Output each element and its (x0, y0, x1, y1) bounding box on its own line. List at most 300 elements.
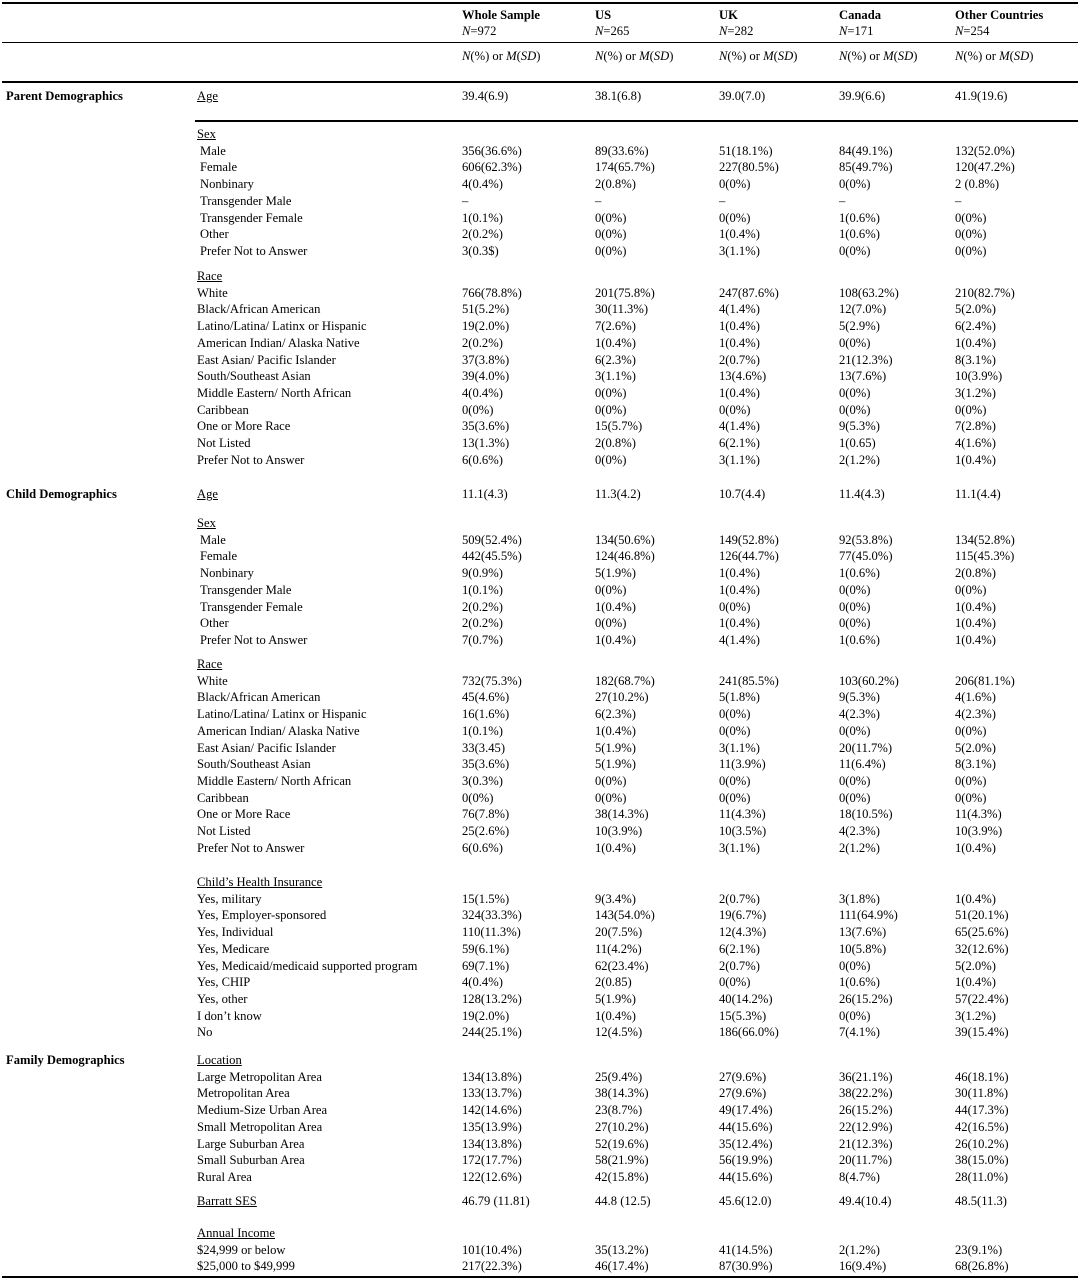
row-label: Other (200, 616, 229, 631)
table-cell: 20(7.5%) (595, 925, 643, 940)
table-cell: 21(12.3%) (839, 1136, 893, 1151)
n-value: =972 (470, 24, 497, 38)
table-cell: 186(66.0%) (719, 1025, 779, 1040)
row-label: Large Metropolitan Area (197, 1069, 322, 1084)
table-cell: 2(1.2%) (839, 840, 880, 855)
table-cell: 3(0.3$) (462, 243, 499, 258)
table-cell: 77(45.0%) (839, 549, 893, 564)
table-cell: 3(1.2%) (955, 1008, 996, 1023)
stat-label-part: N (595, 49, 604, 63)
table-cell: 8(3.1%) (955, 352, 996, 367)
column-header: Canada (839, 8, 881, 22)
table-cell: 0(0%) (719, 402, 751, 417)
section-title: Family Demographics (6, 1053, 125, 1067)
table-rule (2, 42, 1078, 43)
row-label: Medium-Size Urban Area (197, 1103, 328, 1118)
table-cell: 227(80.5%) (719, 160, 779, 175)
table-cell: 134(50.6%) (595, 532, 655, 547)
stat-label-part: ( (516, 49, 521, 63)
table-cell: – (462, 193, 469, 208)
table-cell: 48.5(11.3) (955, 1194, 1007, 1208)
table-cell: 9(5.3%) (839, 690, 880, 705)
table-cell: 92(53.8%) (839, 532, 893, 547)
table-cell: 0(0%) (595, 210, 627, 225)
table-cell: 110(11.3%) (462, 925, 521, 940)
table-cell: 1(0.4%) (595, 335, 636, 350)
table-cell: 51(5.2%) (462, 302, 510, 317)
table-cell: – (955, 193, 962, 208)
n-symbol: N (462, 24, 471, 38)
table-rule (2, 81, 1078, 83)
table-cell: 45(4.6%) (462, 690, 510, 705)
table-cell: 40(14.2%) (719, 991, 773, 1006)
table-cell: 0(0%) (462, 790, 494, 805)
table-cell: 12(7.0%) (839, 302, 887, 317)
table-cell: 1(0.1%) (462, 210, 503, 225)
table-cell: 6(0.6%) (462, 840, 503, 855)
table-cell: 27(9.6%) (719, 1086, 767, 1101)
stat-label (719, 48, 797, 64)
row-label: One or More Race (197, 807, 291, 822)
table-cell: 4(2.3%) (955, 707, 996, 722)
table-cell: 3(0.3%) (462, 773, 503, 788)
row-label: Middle Eastern/ North African (197, 385, 352, 400)
table-cell: 18(10.5%) (839, 807, 893, 822)
table-cell: 46(17.4%) (595, 1259, 649, 1274)
table-cell: 30(11.8%) (955, 1086, 1009, 1101)
group-label: Child’s Health Insurance (197, 875, 323, 889)
table-cell: 45.6(12.0) (719, 1194, 772, 1208)
table-cell: 19(2.0%) (462, 319, 510, 334)
table-cell: 38(14.3%) (595, 1086, 649, 1101)
table-cell: 20(11.7%) (839, 740, 893, 755)
table-cell: 206(81.1%) (955, 673, 1015, 688)
table-cell: 1(0.4%) (595, 599, 636, 614)
row-label: Prefer Not to Answer (197, 840, 305, 855)
section-title: Child Demographics (6, 487, 117, 501)
table-cell: 6(2.1%) (719, 941, 760, 956)
table-cell: 2(0.8%) (955, 566, 996, 581)
table-cell: 23(9.1%) (955, 1242, 1003, 1257)
table-cell: 36(21.1%) (839, 1069, 893, 1084)
table-cell: 0(0%) (595, 402, 627, 417)
table-cell: 356(36.6%) (462, 143, 522, 158)
row-label: Latino/Latina/ Latinx or Hispanic (197, 707, 367, 722)
stat-label-part: SD (1013, 49, 1030, 63)
stat-label-part: ( (649, 49, 654, 63)
row-label: Large Suburban Area (197, 1136, 305, 1151)
table-cell: 16(1.6%) (462, 707, 510, 722)
table-cell: 11(6.4%) (839, 757, 886, 772)
table-cell: 25(2.6%) (462, 824, 510, 838)
group-label: Sex (197, 127, 216, 141)
table-cell: 1(0.4%) (719, 335, 760, 350)
stat-label-part: M (883, 49, 894, 63)
table-cell: 1(0.4%) (719, 582, 760, 597)
table-cell: 0(0%) (955, 210, 987, 225)
n-symbol: N (595, 24, 604, 38)
table-cell: 26(15.2%) (839, 991, 893, 1006)
table-cell: 0(0%) (839, 243, 871, 258)
table-cell: 0(0%) (719, 210, 751, 225)
table-cell: 9(5.3%) (839, 419, 880, 434)
table-cell: 28(11.0%) (955, 1169, 1009, 1184)
table-cell: 120(47.2%) (955, 160, 1015, 175)
row-label: Male (200, 143, 226, 158)
table-cell: 126(44.7%) (719, 549, 779, 564)
row-label: South/Southeast Asian (197, 369, 311, 384)
table-cell: 1(0.4%) (955, 975, 996, 990)
table-cell: 11(3.9%) (719, 757, 766, 772)
table-cell: 65(25.6%) (955, 925, 1009, 940)
table-cell: 1(0.6%) (839, 975, 880, 990)
table-cell: 5(1.9%) (595, 757, 636, 772)
table-cell: 174(65.7%) (595, 160, 655, 175)
stat-label-part: SD (520, 49, 537, 63)
n-symbol: N (839, 24, 848, 38)
table-cell: 0(0%) (839, 616, 871, 631)
stat-label-part: ( (893, 49, 898, 63)
table-cell: 442(45.5%) (462, 549, 522, 564)
row-label: Yes, CHIP (197, 975, 251, 990)
column-header: UK (719, 8, 738, 22)
section-title: Parent Demographics (6, 89, 123, 103)
table-cell: 1(0.4%) (719, 385, 760, 400)
table-cell: 1(0.6%) (839, 632, 880, 647)
row-label: Black/African American (197, 690, 321, 705)
table-cell: 1(0.6%) (839, 227, 880, 242)
table-cell: 49.4(10.4) (839, 1194, 892, 1208)
stat-label (955, 48, 1033, 64)
table-cell: 13(4.6%) (719, 369, 767, 384)
row-label: Small Metropolitan Area (197, 1119, 323, 1134)
table-cell: 1(0.4%) (955, 335, 996, 350)
stat-label-part: ( (773, 49, 778, 63)
table-cell: 0(0%) (595, 582, 627, 597)
table-cell: 172(17.7%) (462, 1153, 522, 1168)
table-cell: 41.9(19.6) (955, 89, 1008, 103)
table-cell: 0(0%) (719, 177, 751, 192)
row-label: Transgender Female (200, 599, 303, 614)
table-cell: 0(0%) (839, 402, 871, 417)
table-cell: 4(0.4%) (462, 975, 503, 990)
table-cell: 39.4(6.9) (462, 89, 509, 103)
table-cell: 0(0%) (955, 582, 987, 597)
stat-label-part: N (955, 49, 964, 63)
table-cell: 142(14.6%) (462, 1103, 522, 1118)
table-cell: 4(2.3%) (839, 824, 880, 838)
row-label: Yes, Medicaid/medicaid supported program (197, 958, 418, 973)
row-label: South/Southeast Asian (197, 757, 311, 772)
table-cell: 1(0.4%) (595, 840, 636, 855)
table-cell: 1(0.4%) (955, 452, 996, 467)
table-cell: – (719, 193, 726, 208)
column-sample-size (839, 23, 873, 39)
table-cell: 509(52.4%) (462, 532, 522, 547)
table-cell: 103(60.2%) (839, 673, 899, 688)
table-cell: 57(22.4%) (955, 991, 1009, 1006)
table-cell: 27(10.2%) (595, 690, 649, 705)
table-cell: 56(19.9%) (719, 1153, 773, 1168)
table-cell: 0(0%) (839, 335, 871, 350)
table-cell: 1(0.4%) (955, 891, 996, 906)
table-cell: 5(1.9%) (595, 740, 636, 755)
table-cell: 1(0.4%) (955, 840, 996, 855)
row-label: East Asian/ Pacific Islander (197, 352, 336, 367)
row-label: Rural Area (197, 1169, 252, 1184)
table-cell: 44.8 (12.5) (595, 1194, 651, 1208)
table-cell: 2(0.8%) (595, 436, 636, 450)
table-cell: 2(0.2%) (462, 599, 503, 614)
row-label: Small Suburban Area (197, 1153, 305, 1168)
row-label: Latino/Latina/ Latinx or Hispanic (197, 319, 367, 334)
stat-label-part: (%) or (470, 49, 507, 63)
row-label: Yes, military (197, 891, 262, 906)
table-cell: 11.4(4.3) (839, 487, 885, 501)
stat-label-part: (%) or (603, 49, 640, 63)
table-cell: 0(0%) (839, 599, 871, 614)
table-cell: 7(4.1%) (839, 1025, 880, 1040)
table-cell: 217(22.3%) (462, 1259, 522, 1274)
table-cell: 49(17.4%) (719, 1103, 773, 1118)
table-cell: 76(7.8%) (462, 807, 510, 822)
stat-label-part: ) (1029, 49, 1034, 63)
table-cell: 46(18.1%) (955, 1069, 1009, 1084)
table-cell: 6(2.3%) (595, 707, 636, 722)
row-label: Nonbinary (200, 177, 254, 192)
table-cell: 42(16.5%) (955, 1119, 1009, 1134)
table-cell: 13(7.6%) (839, 925, 887, 940)
table-cell: 6(2.4%) (955, 319, 996, 334)
table-cell: 0(0%) (719, 723, 751, 738)
row-label: Caribbean (197, 402, 249, 417)
table-cell: 108(63.2%) (839, 285, 899, 300)
table-cell: 20(11.7%) (839, 1153, 893, 1168)
table-cell: 0(0%) (719, 975, 751, 990)
table-cell: 39.9(6.6) (839, 89, 886, 103)
table-cell: 0(0%) (719, 790, 751, 805)
table-cell: 0(0%) (839, 582, 871, 597)
table-cell: 2(0.7%) (719, 958, 760, 973)
row-label: Not Listed (197, 824, 251, 838)
row-label: American Indian/ Alaska Native (197, 335, 360, 350)
table-cell: 23(8.7%) (595, 1103, 643, 1118)
stat-label-part: ) (536, 49, 541, 63)
column-sample-size (595, 23, 629, 39)
row-label: Yes, other (197, 991, 248, 1006)
table-cell: 241(85.5%) (719, 673, 779, 688)
table-cell: 10.7(4.4) (719, 487, 766, 501)
row-label: Transgender Female (200, 210, 303, 225)
table-cell: 2 (0.8%) (955, 177, 1000, 192)
row-label: Yes, Individual (197, 925, 274, 940)
table-cell: 11(4.2%) (595, 941, 642, 956)
table-cell: 247(87.6%) (719, 285, 779, 300)
table-cell: 37(3.8%) (462, 352, 510, 367)
table-cell: 38.1(6.8) (595, 89, 642, 103)
table-cell: 134(13.8%) (462, 1136, 522, 1151)
table-cell: 1(0.4%) (595, 1008, 636, 1023)
table-cell: 30(11.3%) (595, 302, 649, 317)
table-cell: 2(0.7%) (719, 352, 760, 367)
table-cell: 51(18.1%) (719, 143, 773, 158)
table-cell: 26(10.2%) (955, 1136, 1009, 1151)
table-cell: 4(1.6%) (955, 690, 996, 705)
table-cell: 85(49.7%) (839, 160, 893, 175)
row-label: Male (200, 532, 226, 547)
table-cell: 84(49.1%) (839, 143, 893, 158)
table-cell: 32(12.6%) (955, 941, 1009, 956)
table-cell: 8(3.1%) (955, 757, 996, 772)
table-cell: 0(0%) (955, 227, 987, 242)
table-cell: 0(0%) (839, 177, 871, 192)
stat-label-part: ) (793, 49, 798, 63)
table-cell: 35(13.2%) (595, 1242, 649, 1257)
table-cell: 7(0.7%) (462, 632, 503, 647)
stat-label-part: (%) or (963, 49, 1000, 63)
row-label: White (197, 673, 228, 688)
table-cell: 7(2.8%) (955, 419, 996, 434)
table-cell: 0(0%) (839, 723, 871, 738)
table-cell: 732(75.3%) (462, 673, 522, 688)
table-cell: 38(15.0%) (955, 1153, 1009, 1168)
column-sample-size (955, 23, 989, 39)
row-label: One or More Race (197, 419, 291, 434)
table-cell: 11.1(4.4) (955, 487, 1001, 501)
table-cell: 0(0%) (462, 402, 494, 417)
table-cell: 27(10.2%) (595, 1119, 649, 1134)
table-cell: 33(3.45) (462, 740, 506, 755)
table-cell: 39.0(7.0) (719, 89, 766, 103)
table-cell: 0(0%) (595, 385, 627, 400)
group-label: Annual Income (197, 1226, 275, 1240)
table-cell: 5(2.0%) (955, 740, 996, 755)
table-cell: 19(2.0%) (462, 1008, 510, 1023)
table-cell: 135(13.9%) (462, 1119, 522, 1134)
table-cell: 0(0%) (595, 616, 627, 631)
table-cell: 210(82.7%) (955, 285, 1015, 300)
table-cell: 1(0.1%) (462, 582, 503, 597)
row-label: Not Listed (197, 436, 251, 450)
table-cell: 26(15.2%) (839, 1103, 893, 1118)
stat-label-part: (%) or (727, 49, 764, 63)
table-cell: 38(14.3%) (595, 807, 649, 822)
group-label: Race (197, 657, 223, 671)
table-cell: 39(15.4%) (955, 1025, 1009, 1040)
table-cell: 3(1.1%) (719, 840, 760, 855)
table-cell: 5(2.0%) (955, 302, 996, 317)
group-label: Age (197, 89, 218, 103)
table-cell: 38(22.2%) (839, 1086, 893, 1101)
stat-label (839, 48, 917, 64)
table-cell: 606(62.3%) (462, 160, 522, 175)
table-cell: 7(2.6%) (595, 319, 636, 334)
table-cell: 4(0.4%) (462, 177, 503, 192)
table-cell: 2(1.2%) (839, 1242, 880, 1257)
table-cell: 22(12.9%) (839, 1119, 893, 1134)
table-cell: 27(9.6%) (719, 1069, 767, 1084)
table-cell: 59(6.1%) (462, 941, 510, 956)
table-cell: 19(6.7%) (719, 908, 767, 923)
column-header: Other Countries (955, 8, 1044, 22)
table-cell: 89(33.6%) (595, 143, 649, 158)
table-cell: 15(5.3%) (719, 1008, 767, 1023)
table-rule (2, 2, 1078, 4)
table-cell: 1(0.4%) (595, 632, 636, 647)
table-cell: 0(0%) (719, 707, 751, 722)
table-cell: 8(4.7%) (839, 1169, 880, 1184)
table-cell: 0(0%) (595, 773, 627, 788)
table-cell: 2(0.2%) (462, 335, 503, 350)
stat-label-part: N (719, 49, 728, 63)
table-cell: 0(0%) (955, 790, 987, 805)
table-rule (195, 120, 1078, 122)
table-cell: 2(0.2%) (462, 616, 503, 631)
table-cell: 3(1.1%) (719, 740, 760, 755)
table-cell: 2(0.7%) (719, 891, 760, 906)
table-cell: 3(1.8%) (839, 891, 880, 906)
table-cell: 12(4.3%) (719, 925, 767, 940)
stat-label-part: (%) or (847, 49, 884, 63)
table-cell: 1(0.4%) (719, 227, 760, 242)
table-cell: 101(10.4%) (462, 1242, 522, 1257)
table-cell: 2(1.2%) (839, 452, 880, 467)
table-cell: 5(2.9%) (839, 319, 880, 334)
n-value: =171 (847, 24, 874, 38)
table-cell: 766(78.8%) (462, 285, 522, 300)
stat-label-part: ) (913, 49, 918, 63)
table-cell: – (839, 193, 846, 208)
group-label: Race (197, 269, 223, 283)
table-cell: 134(13.8%) (462, 1069, 522, 1084)
stat-label-part: M (639, 49, 650, 63)
column-sample-size (462, 23, 496, 39)
table-cell: 51(20.1%) (955, 908, 1009, 923)
table-cell: 1(0.4%) (719, 616, 760, 631)
table-cell: 244(25.1%) (462, 1025, 522, 1040)
row-label: Prefer Not to Answer (200, 243, 308, 258)
row-label: White (197, 285, 228, 300)
table-cell: 0(0%) (839, 773, 871, 788)
table-cell: 201(75.8%) (595, 285, 655, 300)
table-cell: 46.79 (11.81) (462, 1194, 530, 1208)
table-cell: 115(45.3%) (955, 549, 1015, 564)
row-label: Middle Eastern/ North African (197, 773, 352, 788)
table-cell: 52(19.6%) (595, 1136, 649, 1151)
stat-label-part: ) (669, 49, 674, 63)
stat-label-part: M (506, 49, 517, 63)
row-label: $24,999 or below (197, 1242, 286, 1257)
table-cell: 4(1.4%) (719, 632, 760, 647)
row-label: Yes, Employer-sponsored (197, 908, 327, 923)
row-label: Transgender Male (200, 193, 292, 208)
group-label: Sex (197, 516, 216, 530)
row-label: Prefer Not to Answer (200, 632, 308, 647)
table-cell: 6(2.1%) (719, 436, 760, 450)
table-cell: 0(0%) (955, 723, 987, 738)
table-cell: 10(3.9%) (595, 824, 643, 838)
table-cell: 10(3.5%) (719, 824, 767, 838)
table-cell: 6(2.3%) (595, 352, 636, 367)
row-label: Transgender Male (200, 582, 292, 597)
table-cell: 122(12.6%) (462, 1169, 522, 1184)
table-cell: 0(0%) (719, 773, 751, 788)
table-cell: 133(13.7%) (462, 1086, 522, 1101)
table-cell: 0(0%) (839, 790, 871, 805)
n-value: =282 (727, 24, 754, 38)
stat-label-part: N (462, 49, 471, 63)
table-cell: 0(0%) (955, 402, 987, 417)
